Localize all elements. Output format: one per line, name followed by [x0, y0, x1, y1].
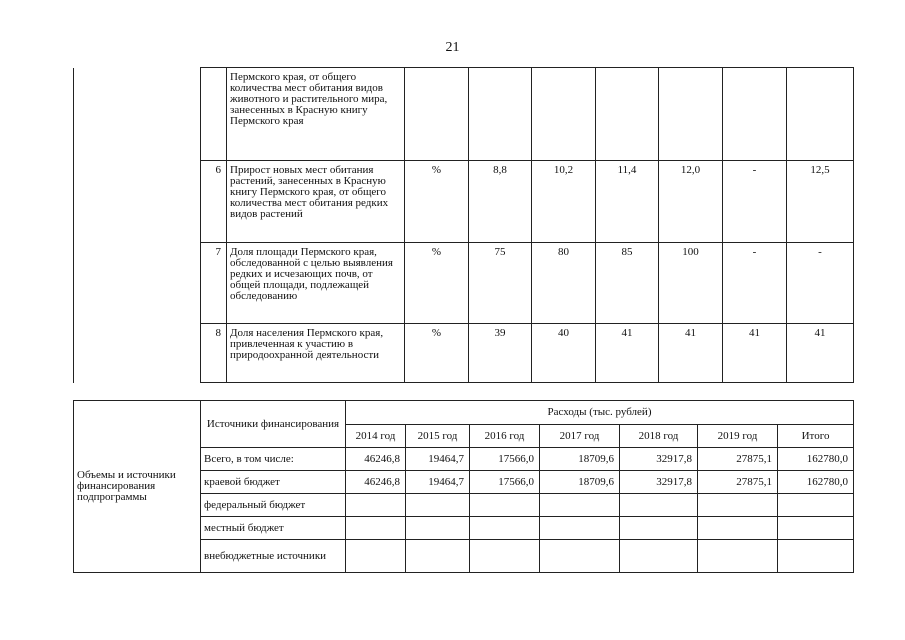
indicator-value: - [723, 243, 787, 324]
amount-cell [346, 494, 406, 517]
amount-cell: 18709,6 [540, 448, 620, 471]
amount-cell: 27875,1 [698, 471, 778, 494]
source-label: местный бюджет [201, 517, 346, 540]
table-row [74, 68, 854, 161]
amount-cell [540, 494, 620, 517]
indicator-value: 40 [532, 324, 596, 383]
amount-cell [620, 494, 698, 517]
year-header: 2017 год [540, 425, 620, 448]
amount-cell [406, 494, 470, 517]
expenses-header: Расходы (тыс. рублей) [346, 401, 854, 425]
amount-cell [406, 517, 470, 540]
financing-table [73, 400, 854, 573]
amount-cell [620, 540, 698, 573]
total-header: Итого [778, 425, 854, 448]
indicator-value: 85 [596, 243, 659, 324]
indicator-value: 39 [469, 324, 532, 383]
amount-cell: 162780,0 [778, 471, 854, 494]
amount-cell [778, 540, 854, 573]
amount-cell [470, 540, 540, 573]
indicator-value: - [723, 161, 787, 243]
year-header: 2014 год [346, 425, 406, 448]
indicator-value: 75 [469, 243, 532, 324]
source-label: внебюджетные источники [201, 540, 346, 573]
indicator-value: 80 [532, 243, 596, 324]
row-number: 7 [201, 243, 227, 324]
indicator-value: 11,4 [596, 161, 659, 243]
indicator-unit: % [405, 243, 469, 324]
year-header: 2019 год [698, 425, 778, 448]
amount-cell [698, 540, 778, 573]
blank-cell [74, 243, 201, 324]
amount-cell: 17566,0 [470, 471, 540, 494]
amount-cell: 19464,7 [406, 471, 470, 494]
table-row [74, 401, 854, 425]
amount-cell [470, 517, 540, 540]
amount-cell: 17566,0 [470, 448, 540, 471]
amount-cell: 46246,8 [346, 448, 406, 471]
indicator-value: - [787, 243, 854, 324]
sources-header: Источники финансирования [201, 401, 346, 448]
indicators-table [73, 67, 854, 383]
amount-cell: 27875,1 [698, 448, 778, 471]
amount-cell [620, 517, 698, 540]
amount-cell: 32917,8 [620, 471, 698, 494]
indicator-unit: % [405, 161, 469, 243]
page-number: 21 [445, 40, 460, 55]
row-number: 6 [201, 161, 227, 243]
indicator-value: 10,2 [532, 161, 596, 243]
table-row [74, 324, 854, 383]
table-row [74, 243, 854, 324]
blank-cell [74, 161, 201, 243]
amount-cell: 19464,7 [406, 448, 470, 471]
year-header: 2015 год [406, 425, 470, 448]
indicator-value: 41 [596, 324, 659, 383]
amount-cell [470, 494, 540, 517]
indicator-value: 41 [723, 324, 787, 383]
blank-cell [74, 68, 201, 161]
indicator-value: 41 [787, 324, 854, 383]
source-label: федеральный бюджет [201, 494, 346, 517]
table-row [74, 161, 854, 243]
amount-cell [346, 517, 406, 540]
indicator-text: Доля площади Пермского края, обследованной с целью выявления редких и исчезающих почв, от общей площади, подлежащей обследованию [227, 243, 405, 324]
row-number-cell [201, 68, 227, 161]
source-label: краевой бюджет [201, 471, 346, 494]
indicator-unit: % [405, 324, 469, 383]
amount-cell [540, 540, 620, 573]
amount-cell [346, 540, 406, 573]
amount-cell [540, 517, 620, 540]
indicator-text: Доля населения Пермского края, привлеченная к участию в природоохранной деятельности [227, 324, 405, 383]
indicator-value: 8,8 [469, 161, 532, 243]
indicator-value: 12,0 [659, 161, 723, 243]
amount-cell: 18709,6 [540, 471, 620, 494]
source-label: Всего, в том числе: [201, 448, 346, 471]
indicator-text: Прирост новых мест обитания растений, занесенных в Красную книгу Пермского края, от общего количества мест обитания редких видов растений [227, 161, 405, 243]
amount-cell [406, 540, 470, 573]
amount-cell [778, 517, 854, 540]
amount-cell [778, 494, 854, 517]
indicator-text: Пермского края, от общего количества мест обитания видов животного и растительного мира, занесенных в Красную книгу Пермского края [227, 68, 405, 161]
section-label: Объемы и источники финансирования подпрограммы [74, 401, 201, 573]
amount-cell: 46246,8 [346, 471, 406, 494]
indicator-value: 100 [659, 243, 723, 324]
year-header: 2016 год [470, 425, 540, 448]
row-number: 8 [201, 324, 227, 383]
amount-cell: 162780,0 [778, 448, 854, 471]
year-header: 2018 год [620, 425, 698, 448]
amount-cell [698, 494, 778, 517]
indicator-value: 41 [659, 324, 723, 383]
indicator-value: 12,5 [787, 161, 854, 243]
amount-cell: 32917,8 [620, 448, 698, 471]
blank-cell [74, 324, 201, 383]
amount-cell [698, 517, 778, 540]
